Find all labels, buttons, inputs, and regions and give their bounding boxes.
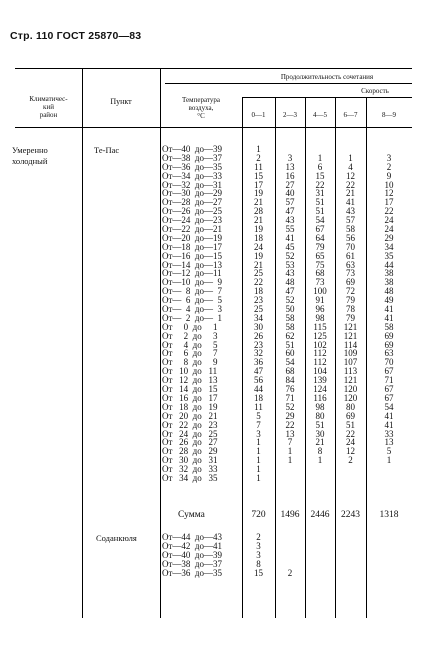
block2-speed-0-1-column xyxy=(242,533,275,577)
block1-speed-6-7-column xyxy=(335,145,366,483)
duration-cell: 38 xyxy=(384,268,394,279)
duration-cell: 31 xyxy=(315,188,325,199)
duration-cell: 21 xyxy=(254,259,263,270)
duration-cell: 41 xyxy=(384,419,394,430)
duration-cell: 63 xyxy=(346,259,355,270)
duration-cell: 112 xyxy=(313,348,327,359)
duration-cell: 5 xyxy=(256,410,261,421)
duration-cell: 7 xyxy=(287,437,293,448)
duration-cell: 22 xyxy=(285,419,295,430)
duration-cell xyxy=(275,474,305,483)
duration-cell: 1 xyxy=(256,464,261,475)
duration-cell: 56 xyxy=(254,375,263,386)
duration-cell: 47 xyxy=(285,286,295,297)
temperature-range-cell: От 2 до 3 xyxy=(162,330,218,341)
temperature-range-cell: От 32 до 33 xyxy=(162,464,218,475)
duration-cell: 24 xyxy=(346,437,355,448)
duration-cell: 18 xyxy=(254,392,263,403)
duration-cell: 72 xyxy=(346,286,355,297)
temperature-range-cell: От—26 до—25 xyxy=(162,206,223,217)
duration-cell: 41 xyxy=(285,232,295,243)
duration-cell: 1 xyxy=(317,455,323,466)
duration-cell: 15 xyxy=(254,170,263,181)
duration-cell: 25 xyxy=(254,304,263,315)
temperature-range-cell: От— 8 до— 7 xyxy=(162,286,223,297)
duration-cell: 3 xyxy=(256,540,261,551)
duration-cell: 21 xyxy=(254,197,263,208)
duration-cell: 65 xyxy=(315,250,325,261)
duration-cell: 67 xyxy=(384,384,394,395)
duration-cell: 79 xyxy=(315,241,325,252)
standard-name: ГОСТ 25870—83 xyxy=(56,30,142,42)
duration-cell: 24 xyxy=(254,241,263,252)
duration-cell: 2 xyxy=(256,152,261,163)
duration-cell: 80 xyxy=(346,401,355,412)
duration-cell: 73 xyxy=(315,277,325,288)
duration-cell: 41 xyxy=(384,410,394,421)
duration-cell: 69 xyxy=(346,410,355,421)
duration-cell: 38 xyxy=(384,277,394,288)
duration-cell: 70 xyxy=(346,241,355,252)
sum-speed-8-9: 1318 xyxy=(379,510,399,520)
duration-cell: 69 xyxy=(346,277,355,288)
duration-cell: 121 xyxy=(343,330,358,341)
duration-cell: 22 xyxy=(384,206,394,217)
temperature-range-cell: От 24 до 25 xyxy=(162,428,218,439)
temperature-range-cell: От 26 до 27 xyxy=(162,437,218,448)
duration-cell: 2 xyxy=(256,532,261,542)
duration-cell: 116 xyxy=(313,392,327,403)
duration-cell xyxy=(335,465,366,474)
duration-cell: 45 xyxy=(285,241,295,252)
duration-cell: 55 xyxy=(285,224,295,235)
temperature-range-cell: От—22 до—21 xyxy=(162,224,223,235)
duration-cell: 78 xyxy=(346,304,355,315)
duration-cell: 51 xyxy=(285,339,295,350)
sum-speed-2-3: 1496 xyxy=(280,510,300,520)
temperature-range-cell: От—34 до—33 xyxy=(162,170,223,181)
duration-cell: 33 xyxy=(384,428,394,439)
temperature-range-cell: От 30 до 31 xyxy=(162,455,218,466)
duration-cell: 12 xyxy=(384,188,394,199)
duration-cell xyxy=(275,551,305,560)
temperature-range-cell: От 6 до 7 xyxy=(162,348,218,359)
duration-cell: 30 xyxy=(254,321,263,332)
duration-cell: 7 xyxy=(256,419,261,430)
duration-cell: 32 xyxy=(254,348,263,359)
duration-cell: 53 xyxy=(285,259,295,270)
temperature-range-cell: От—28 до—27 xyxy=(162,197,223,208)
duration-cell: 15 xyxy=(254,567,263,578)
duration-cell: 102 xyxy=(313,339,327,350)
duration-cell: 49 xyxy=(384,295,394,306)
temperature-range-cell: От—44 до—43 xyxy=(162,532,223,542)
duration-cell: 113 xyxy=(343,366,358,377)
duration-cell: 98 xyxy=(315,312,325,323)
point-sodankyla: Соданкюля xyxy=(96,533,137,543)
duration-cell: 17 xyxy=(384,197,394,208)
duration-cell: 58 xyxy=(384,321,394,332)
duration-cell: 23 xyxy=(254,295,263,306)
duration-cell xyxy=(366,474,412,483)
block1-speed-4-5-column xyxy=(305,145,335,483)
head-temperature: Температура воздуха, °С xyxy=(182,96,220,120)
temperature-range-cell: От—40 до—39 xyxy=(162,549,223,560)
sum-speed-0-1: 720 xyxy=(251,510,266,520)
duration-cell: 47 xyxy=(254,366,263,377)
duration-cell xyxy=(275,533,305,542)
duration-cell: 1 xyxy=(287,455,293,466)
duration-cell: 1 xyxy=(386,455,392,466)
temperature-range-cell: От—42 до—41 xyxy=(162,540,223,551)
block2-speed-2-3-column xyxy=(275,533,305,577)
duration-cell: 51 xyxy=(346,419,355,430)
duration-cell: 9 xyxy=(386,170,392,181)
duration-cell: 50 xyxy=(285,304,295,315)
temperature-range-cell: От—40 до—39 xyxy=(162,144,223,154)
duration-cell: 120 xyxy=(343,392,358,403)
duration-cell: 69 xyxy=(384,330,394,341)
duration-cell: 1 xyxy=(287,446,293,457)
duration-cell: 98 xyxy=(315,401,325,412)
duration-cell: 41 xyxy=(384,304,394,315)
sum-speed-6-7: 2243 xyxy=(341,510,360,520)
duration-cell: 3 xyxy=(287,152,293,163)
duration-cell: 84 xyxy=(285,375,295,386)
duration-cell: 18 xyxy=(254,232,263,243)
point-te-pas: Те-Пас xyxy=(94,145,120,155)
temperature-range-cell: От—10 до— 9 xyxy=(162,277,223,288)
duration-cell: 47 xyxy=(285,206,295,217)
block2-temperature-column xyxy=(162,533,222,577)
duration-cell: 12 xyxy=(346,446,355,457)
duration-cell: 60 xyxy=(285,348,295,359)
duration-cell: 58 xyxy=(285,321,295,332)
duration-cell: 79 xyxy=(346,312,355,323)
duration-cell: 5 xyxy=(386,446,392,457)
page-prefix: Стр. xyxy=(10,30,33,42)
duration-cell: 54 xyxy=(315,215,325,226)
block1-speed-8-9-column xyxy=(366,145,412,483)
duration-cell: 30 xyxy=(315,428,325,439)
duration-cell: 52 xyxy=(285,250,295,261)
duration-cell: 13 xyxy=(384,437,394,448)
duration-cell xyxy=(275,542,305,551)
duration-cell: 3 xyxy=(386,152,392,163)
duration-cell xyxy=(275,465,305,474)
temperature-range-cell: От— 6 до— 5 xyxy=(162,295,223,306)
duration-cell xyxy=(305,474,335,483)
duration-cell xyxy=(305,465,335,474)
duration-cell: 34 xyxy=(254,312,263,323)
duration-cell: 41 xyxy=(346,197,355,208)
duration-cell: 62 xyxy=(285,330,295,341)
page-number: 110 xyxy=(35,30,54,42)
duration-cell: 125 xyxy=(313,330,327,341)
duration-cell: 21 xyxy=(254,215,263,226)
duration-cell: 28 xyxy=(254,206,263,217)
duration-cell: 51 xyxy=(315,419,325,430)
duration-cell: 56 xyxy=(346,232,355,243)
duration-cell: 16 xyxy=(285,170,295,181)
duration-cell: 22 xyxy=(346,179,355,190)
duration-cell: 19 xyxy=(254,250,263,261)
duration-cell: 17 xyxy=(254,179,263,190)
duration-cell: 36 xyxy=(254,357,263,368)
duration-cell: 8 xyxy=(317,446,323,457)
head-speed-8-9: 8—9 xyxy=(382,111,396,119)
duration-cell: 1 xyxy=(256,472,261,483)
temperature-range-cell: От 18 до 19 xyxy=(162,401,218,412)
duration-cell: 4 xyxy=(348,161,353,172)
duration-cell: 73 xyxy=(346,268,355,279)
head-duration-combination: Продолжительность сочетания xyxy=(280,73,374,81)
duration-cell: 100 xyxy=(313,286,327,297)
table-head-bottom-rule xyxy=(15,127,412,128)
speed-subhead-rule xyxy=(242,97,412,98)
temperature-range-cell: От 16 до 17 xyxy=(162,392,218,403)
temperature-range-cell: От—16 до—15 xyxy=(162,250,223,261)
duration-cell: 19 xyxy=(254,224,263,235)
temperature-range-cell: От—32 до—31 xyxy=(162,179,223,190)
duration-cell: 3 xyxy=(256,549,261,560)
duration-cell: 96 xyxy=(315,304,325,315)
duration-cell: 35 xyxy=(384,250,394,261)
temperature-range-cell: От 8 до 9 xyxy=(162,357,218,368)
duration-cell: 26 xyxy=(254,330,263,341)
head-speed: Скорость xyxy=(361,87,389,95)
duration-cell: 52 xyxy=(285,295,295,306)
duration-cell: 18 xyxy=(254,286,263,297)
duration-cell: 27 xyxy=(285,179,295,190)
duration-cell: 24 xyxy=(384,224,394,235)
duration-cell: 43 xyxy=(285,215,295,226)
duration-cell: 1 xyxy=(256,455,261,466)
duration-cell: 19 xyxy=(254,188,263,199)
temperature-range-cell: От—36 до—35 xyxy=(162,567,223,578)
duration-cell: 23 xyxy=(254,339,263,350)
duration-cell: 120 xyxy=(343,384,358,395)
col-divider-point xyxy=(160,68,161,618)
temperature-range-cell: От 22 до 23 xyxy=(162,419,218,430)
temperature-range-cell: От— 2 до— 1 xyxy=(162,312,223,323)
duration-cell: 121 xyxy=(343,321,358,332)
duration-cell: 52 xyxy=(285,401,295,412)
block1-temperature-column xyxy=(162,145,222,483)
temperature-range-cell: От 20 до 21 xyxy=(162,410,218,421)
table-top-rule xyxy=(15,68,412,69)
duration-cell: 114 xyxy=(343,339,358,350)
duration-cell: 43 xyxy=(346,206,355,217)
temperature-range-cell: От—12 до—11 xyxy=(162,268,222,279)
temperature-range-cell: От—18 до—17 xyxy=(162,241,223,252)
duration-cell: 91 xyxy=(315,295,325,306)
duration-cell: 124 xyxy=(313,384,327,395)
head-point: Пункт xyxy=(110,97,132,106)
head-speed-6-7: 6—7 xyxy=(343,111,358,119)
duration-cell: 1 xyxy=(256,437,261,448)
duration-cell: 75 xyxy=(315,259,325,270)
col-divider-region xyxy=(82,68,83,618)
page-header xyxy=(10,30,141,42)
temperature-range-cell: От 4 до 5 xyxy=(162,339,218,350)
duration-cell: 139 xyxy=(313,375,327,386)
temperature-range-cell: От 28 до 29 xyxy=(162,446,218,457)
duration-cell: 68 xyxy=(315,268,325,279)
head-speed-2-3: 2—3 xyxy=(283,111,297,119)
duration-cell: 64 xyxy=(315,232,325,243)
temperature-range-cell: От—20 до—19 xyxy=(162,232,223,243)
duration-cell: 67 xyxy=(384,366,394,377)
duration-cell: 76 xyxy=(285,384,295,395)
temperature-range-cell: От 10 до 11 xyxy=(162,366,218,377)
duration-cell: 115 xyxy=(313,321,327,332)
duration-cell: 40 xyxy=(285,188,295,199)
duration-cell: 22 xyxy=(315,179,325,190)
duration-cell: 54 xyxy=(384,401,394,412)
duration-cell: 44 xyxy=(254,384,263,395)
duration-cell: 57 xyxy=(285,197,295,208)
duration-cell: 51 xyxy=(315,197,325,208)
duration-cell: 3 xyxy=(256,428,261,439)
temperature-range-cell: От 0 до 1 xyxy=(162,321,218,332)
duration-cell: 63 xyxy=(384,348,394,359)
duration-cell: 11 xyxy=(254,401,263,412)
duration-cell: 22 xyxy=(254,277,263,288)
duration-cell: 69 xyxy=(384,339,394,350)
duration-cell: 22 xyxy=(346,428,355,439)
duration-cell: 112 xyxy=(313,357,327,368)
duration-cell: 1 xyxy=(317,152,323,163)
duration-cell xyxy=(335,474,366,483)
duration-cell: 25 xyxy=(254,268,263,279)
duration-cell: 13 xyxy=(285,428,295,439)
duration-cell: 107 xyxy=(343,357,358,368)
duration-cell: 41 xyxy=(384,312,394,323)
duration-cell: 29 xyxy=(384,232,394,243)
duration-cell: 2 xyxy=(287,567,293,578)
duration-cell: 70 xyxy=(384,357,394,368)
duration-cell: 10 xyxy=(384,179,394,190)
temperature-range-cell: От—38 до—37 xyxy=(162,558,223,569)
temperature-range-cell: От—24 до—23 xyxy=(162,215,223,226)
duration-cell: 12 xyxy=(346,170,355,181)
duration-cell: 121 xyxy=(343,375,358,386)
duration-cell: 61 xyxy=(346,250,355,261)
sum-speed-4-5: 2446 xyxy=(310,510,330,520)
duration-cell: 34 xyxy=(384,241,394,252)
duration-cell: 104 xyxy=(313,366,327,377)
duration-cell: 48 xyxy=(384,286,394,297)
duration-cell: 109 xyxy=(343,348,358,359)
duration-cell xyxy=(366,465,412,474)
duration-cell: 2 xyxy=(386,161,392,172)
duration-cell: 57 xyxy=(346,215,355,226)
duration-cell: 1 xyxy=(348,152,353,163)
head-climate-region: Климатичес- кий район xyxy=(29,95,68,119)
duration-cell: 68 xyxy=(285,366,295,377)
duration-cell: 1 xyxy=(256,446,261,457)
temperature-range-cell: От— 4 до— 3 xyxy=(162,304,223,315)
duration-cell: 2 xyxy=(348,455,353,466)
temperature-range-cell: От 34 до 35 xyxy=(162,472,218,483)
duration-cell: 44 xyxy=(384,259,394,270)
sum-label: Сумма xyxy=(178,510,205,520)
duration-cell: 67 xyxy=(384,392,394,403)
temperature-range-cell: От—38 до—37 xyxy=(162,152,223,163)
region-temperate-cold: Умеренно холодный xyxy=(12,145,48,166)
duration-cell: 43 xyxy=(285,268,295,279)
duration-cell: 71 xyxy=(384,375,394,386)
duration-cell: 11 xyxy=(254,161,263,172)
duration-cell: 24 xyxy=(384,215,394,226)
duration-subhead-rule xyxy=(165,83,412,84)
duration-cell: 58 xyxy=(346,224,355,235)
duration-cell: 80 xyxy=(315,410,325,421)
duration-cell: 21 xyxy=(346,188,355,199)
duration-cell: 54 xyxy=(285,357,295,368)
head-speed-0-1: 0—1 xyxy=(251,111,266,119)
duration-cell: 8 xyxy=(256,558,261,569)
block1-speed-2-3-column xyxy=(275,145,305,483)
temperature-range-cell: От—14 до—13 xyxy=(162,259,223,270)
duration-cell: 67 xyxy=(315,224,325,235)
duration-cell: 48 xyxy=(285,277,295,288)
duration-cell: 6 xyxy=(317,161,323,172)
duration-cell: 71 xyxy=(285,392,295,403)
duration-cell: 79 xyxy=(346,295,355,306)
duration-cell: 15 xyxy=(315,170,325,181)
duration-cell: 21 xyxy=(315,437,325,448)
head-speed-4-5: 4—5 xyxy=(313,111,327,119)
duration-cell: 13 xyxy=(285,161,295,172)
temperature-range-cell: От—30 до—29 xyxy=(162,188,223,199)
duration-cell: 58 xyxy=(285,312,295,323)
block1-speed-0-1-column xyxy=(242,145,275,483)
temperature-range-cell: От 12 до 13 xyxy=(162,375,218,386)
duration-cell: 51 xyxy=(315,206,325,217)
temperature-range-cell: От 14 до 15 xyxy=(162,384,218,395)
duration-cell: 29 xyxy=(285,410,295,421)
duration-cell: 1 xyxy=(256,144,261,154)
temperature-range-cell: От—36 до—35 xyxy=(162,161,223,172)
